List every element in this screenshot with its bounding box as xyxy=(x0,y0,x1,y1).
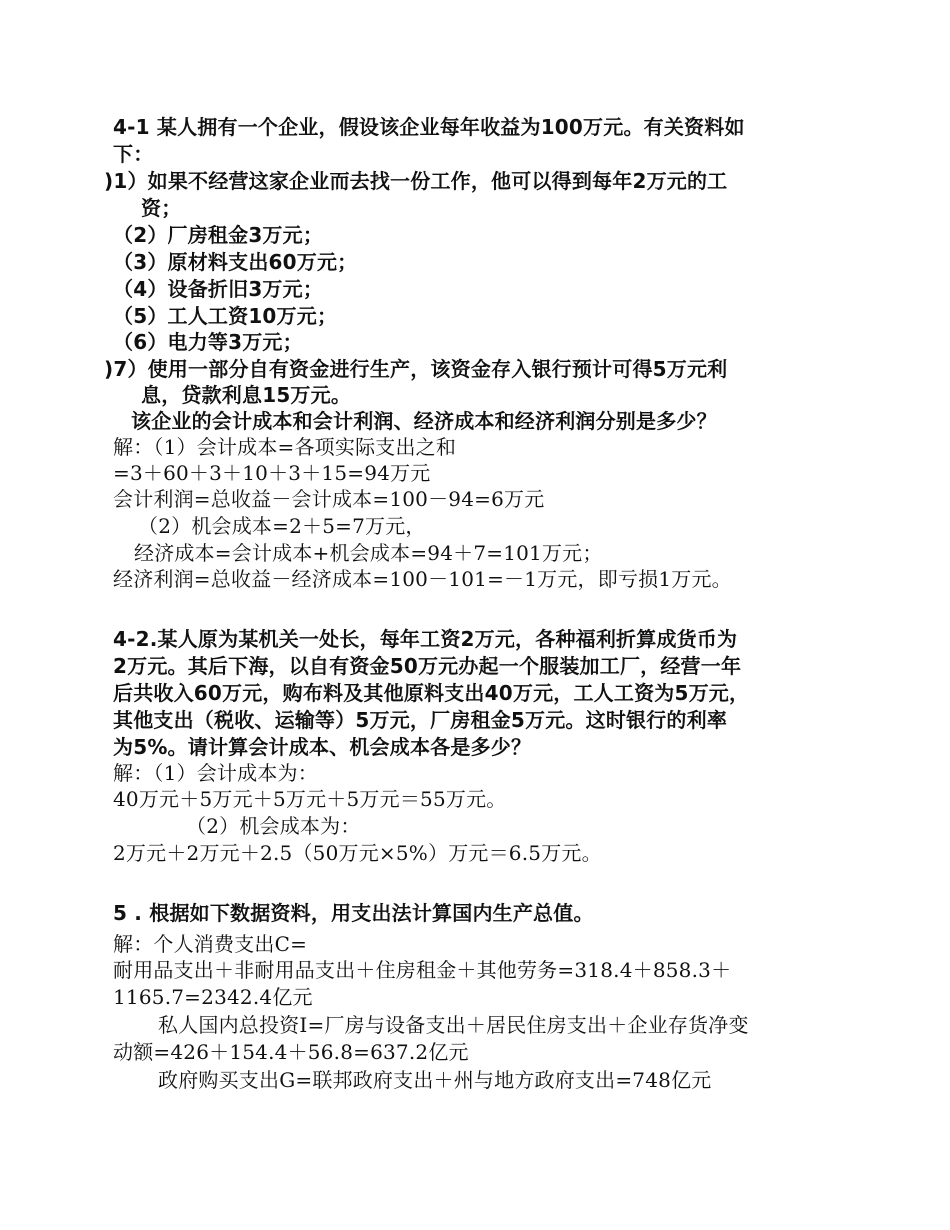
problem-4-1-item7-line1: )7）使用一部分自有资金进行生产，该资金存入银行预计可得5万元利 xyxy=(104,357,728,381)
problem-4-1-title-line2: 下： xyxy=(113,142,154,166)
problem-4-1-item3: （3）原材料支出60万元； xyxy=(113,250,358,274)
problem-4-1-solution-line6: 经济利润=总收益－经济成本=100－101=－1万元，即亏损1万元。 xyxy=(113,567,732,591)
problem-5-title: 5 . 根据如下数据资料，用支出法计算国内生产总值。 xyxy=(113,901,594,925)
problem-4-1-solution-line1: 解：（1）会计成本=各项实际支出之和 xyxy=(113,435,457,459)
problem-4-1-item7-line2: 息，贷款利息15万元。 xyxy=(141,383,352,407)
problem-4-1-item2: （2）厂房租金3万元； xyxy=(113,223,324,247)
problem-4-2-line3: 后共收入60万元，购布料及其他原料支出40万元，工人工资为5万元， xyxy=(113,681,750,705)
problem-4-1-solution-line5: 经济成本=会计成本+机会成本=94＋7=101万元； xyxy=(134,541,603,565)
problem-4-1-title-line1: 4-1 某人拥有一个企业，假设该企业每年收益为100万元。有关资料如 xyxy=(113,115,745,139)
problem-5-solution-line6: 政府购买支出G=联邦政府支出＋州与地方政府支出=748亿元 xyxy=(158,1068,712,1092)
problem-5-solution-line4: 私人国内总投资I=厂房与设备支出＋居民住房支出＋企业存货净变 xyxy=(158,1013,749,1037)
problem-4-1-item6: （6）电力等3万元； xyxy=(113,330,303,354)
problem-4-1-item5: （5）工人工资10万元； xyxy=(113,304,338,328)
problem-4-2-line5: 为5%。请计算会计成本、机会成本各是多少？ xyxy=(113,735,532,759)
problem-5-solution-line3: 1165.7=2342.4亿元 xyxy=(113,985,313,1009)
problem-4-2-solution-line1: 解：（1）会计成本为： xyxy=(113,761,318,785)
problem-5-solution-line5: 动额=426＋154.4＋56.8=637.2亿元 xyxy=(113,1040,469,1064)
problem-4-1-question: 该企业的会计成本和会计利润、经济成本和经济利润分别是多少？ xyxy=(131,409,717,433)
problem-4-1-solution-line2: =3＋60＋3＋10＋3＋15=94万元 xyxy=(113,461,431,485)
problem-5-solution-line2: 耐用品支出＋非耐用品支出＋住房租金＋其他劳务=318.4＋858.3＋ xyxy=(113,958,732,982)
problem-4-1-item4: （4）设备折旧3万元； xyxy=(113,277,324,301)
problem-4-2-solution-line2: 40万元＋5万元＋5万元＋5万元＝55万元。 xyxy=(113,787,507,811)
problem-4-1-solution-line4: （2）机会成本=2＋5=7万元， xyxy=(138,514,426,538)
problem-4-2-line4: 其他支出（税收、运输等）5万元，厂房租金5万元。这时银行的利率 xyxy=(113,708,728,732)
problem-4-1-item1-line1: )1）如果不经营这家企业而去找一份工作，他可以得到每年2万元的工 xyxy=(104,169,728,193)
problem-4-1-item1-line2: 资； xyxy=(141,196,182,220)
problem-4-2-solution-line4: 2万元＋2万元＋2.5（50万元×5%）万元＝6.5万元。 xyxy=(113,841,602,865)
problem-5-solution-line1: 解：个人消费支出C= xyxy=(113,932,308,956)
problem-4-2-line2: 2万元。其后下海，以自有资金50万元办起一个服装加工厂，经营一年 xyxy=(113,654,742,678)
problem-4-2-solution-line3: （2）机会成本为： xyxy=(186,814,361,838)
problem-4-2-line1: 4-2.某人原为某机关一处长，每年工资2万元，各种福利折算成货币为 xyxy=(113,627,738,651)
problem-4-1-solution-line3: 会计利润=总收益－会计成本=100－94=6万元 xyxy=(113,487,545,511)
